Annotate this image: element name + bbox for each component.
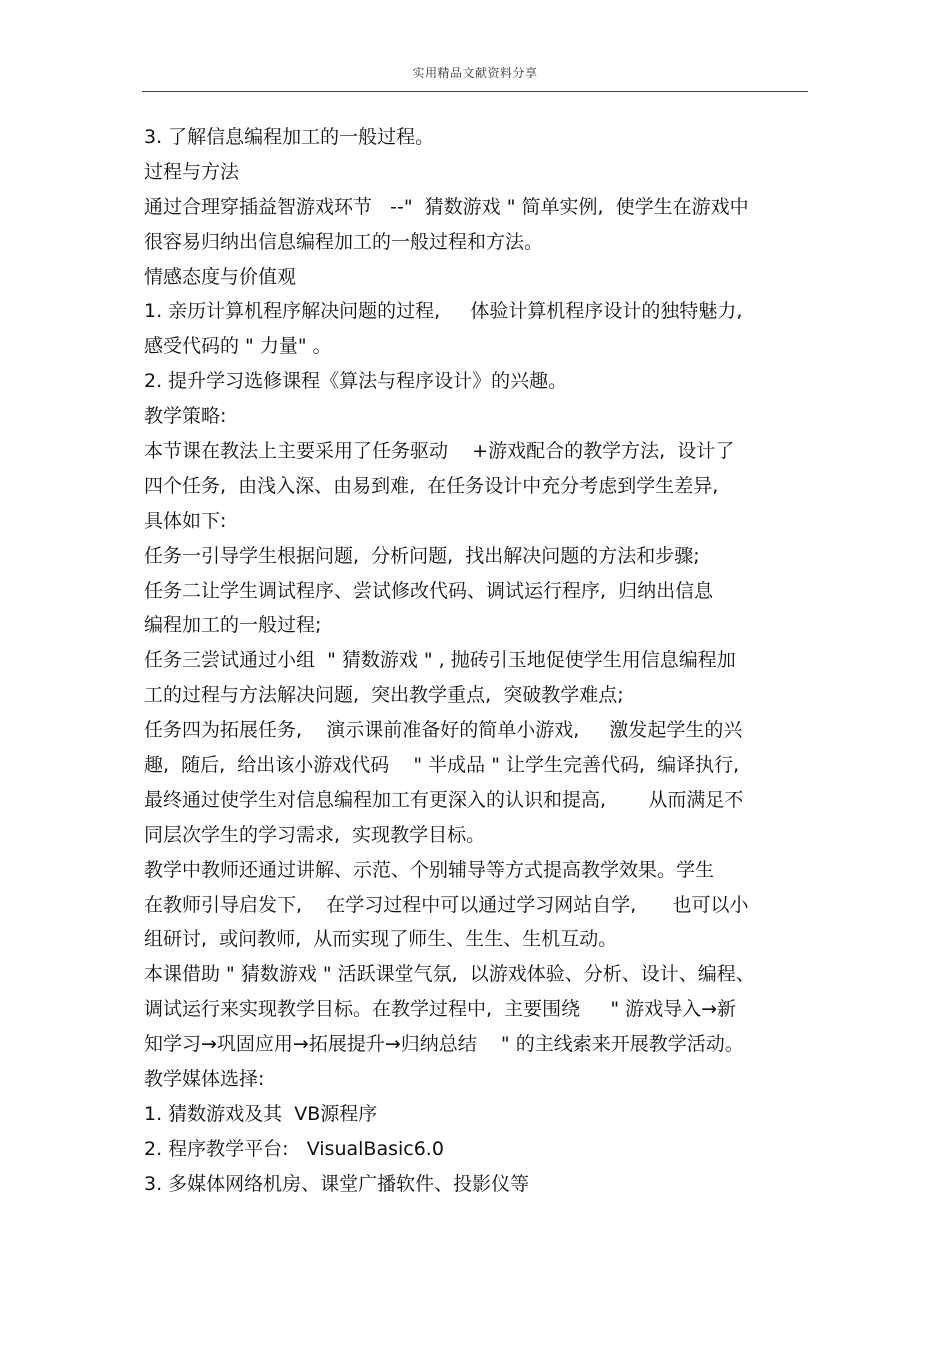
- text-line: 2. 提升学习选修课程《算法与程序设计》的兴趣。: [144, 370, 568, 393]
- text-line: 任务三尝试通过小组 " 猜数游戏 " , 抛砖引玉地促使学生用信息编程加: [144, 649, 736, 672]
- section-heading: 情感态度与价值观: [144, 265, 297, 288]
- text-line: 本节课在教法上主要采用了任务驱动 +游戏配合的教学方法, 设计了: [144, 440, 735, 463]
- text-line: 3. 了解信息编程加工的一般过程。: [144, 126, 435, 148]
- text-line: 感受代码的 " 力量" 。: [144, 335, 332, 358]
- section-heading: 过程与方法: [144, 160, 240, 183]
- text-line: 任务二让学生调试程序、尝试修改代码、调试运行程序, 归纳出信息: [144, 579, 714, 602]
- text-line: 趣, 随后, 给出该小游戏代码 " 半成品 " 让学生完善代码, 编译执行,: [144, 754, 740, 777]
- text-line: 1. 亲历计算机程序解决问题的过程, 体验计算机程序设计的独特魅力,: [144, 300, 743, 323]
- text-line: 2. 程序教学平台: VisualBasic6.0: [144, 1137, 444, 1160]
- text-line: 3. 多媒体网络机房、课堂广播软件、投影仪等: [144, 1172, 530, 1195]
- section-heading: 教学媒体选择:: [144, 1068, 265, 1091]
- section-heading: 教学策略:: [144, 405, 227, 428]
- text-line: 很容易归纳出信息编程加工的一般过程和方法。: [144, 230, 544, 253]
- text-line: 知学习→巩固应用→拓展提升→归纳总结 " 的主线索来开展教学活动。: [144, 1033, 744, 1056]
- text-line: 本课借助 " 猜数游戏 " 活跃课堂气氛, 以游戏体验、分析、设计、编程、: [144, 963, 755, 986]
- text-line: 同层次学生的学习需求, 实现教学目标。: [144, 823, 486, 846]
- text-line: 1. 猜数游戏及其 VB源程序: [144, 1102, 378, 1125]
- text-line: 教学中教师还通过讲解、示范、个别辅导等方式提高教学效果。学生: [144, 858, 715, 881]
- text-line: 具体如下:: [144, 509, 227, 532]
- document-body: [144, 120, 806, 1202]
- text-line: 编程加工的一般过程;: [144, 614, 322, 637]
- text-line: 最终通过使学生对信息编程加工有更深入的认识和提高, 从而满足不: [144, 788, 744, 811]
- text-line: 组研讨, 或问教师, 从而实现了师生、生生、生机互动。: [144, 928, 618, 951]
- text-line: 任务一引导学生根据问题, 分析问题, 找出解决问题的方法和步骤;: [144, 544, 700, 567]
- header-divider: [142, 91, 808, 92]
- text-line: 在教师引导启发下, 在学习过程中可以通过学习网站自学, 也可以小: [144, 893, 749, 916]
- text-line: 工的过程与方法解决问题, 突出教学重点, 突破教学难点;: [144, 684, 624, 707]
- text-line: 调试运行来实现教学目标。在教学过程中, 主要围绕 " 游戏导入→新: [144, 998, 737, 1021]
- text-line: 任务四为拓展任务, 演示课前准备好的简单小游戏, 激发起学生的兴: [144, 719, 743, 742]
- text-line: 通过合理穿插益智游戏环节 --" 猜数游戏 " 简单实例, 使学生在游戏中: [144, 195, 749, 218]
- page-header: 实用精品文献资料分享: [412, 66, 538, 80]
- text-line: 四个任务, 由浅入深、由易到难, 在任务设计中充分考虑到学生差异,: [144, 474, 719, 497]
